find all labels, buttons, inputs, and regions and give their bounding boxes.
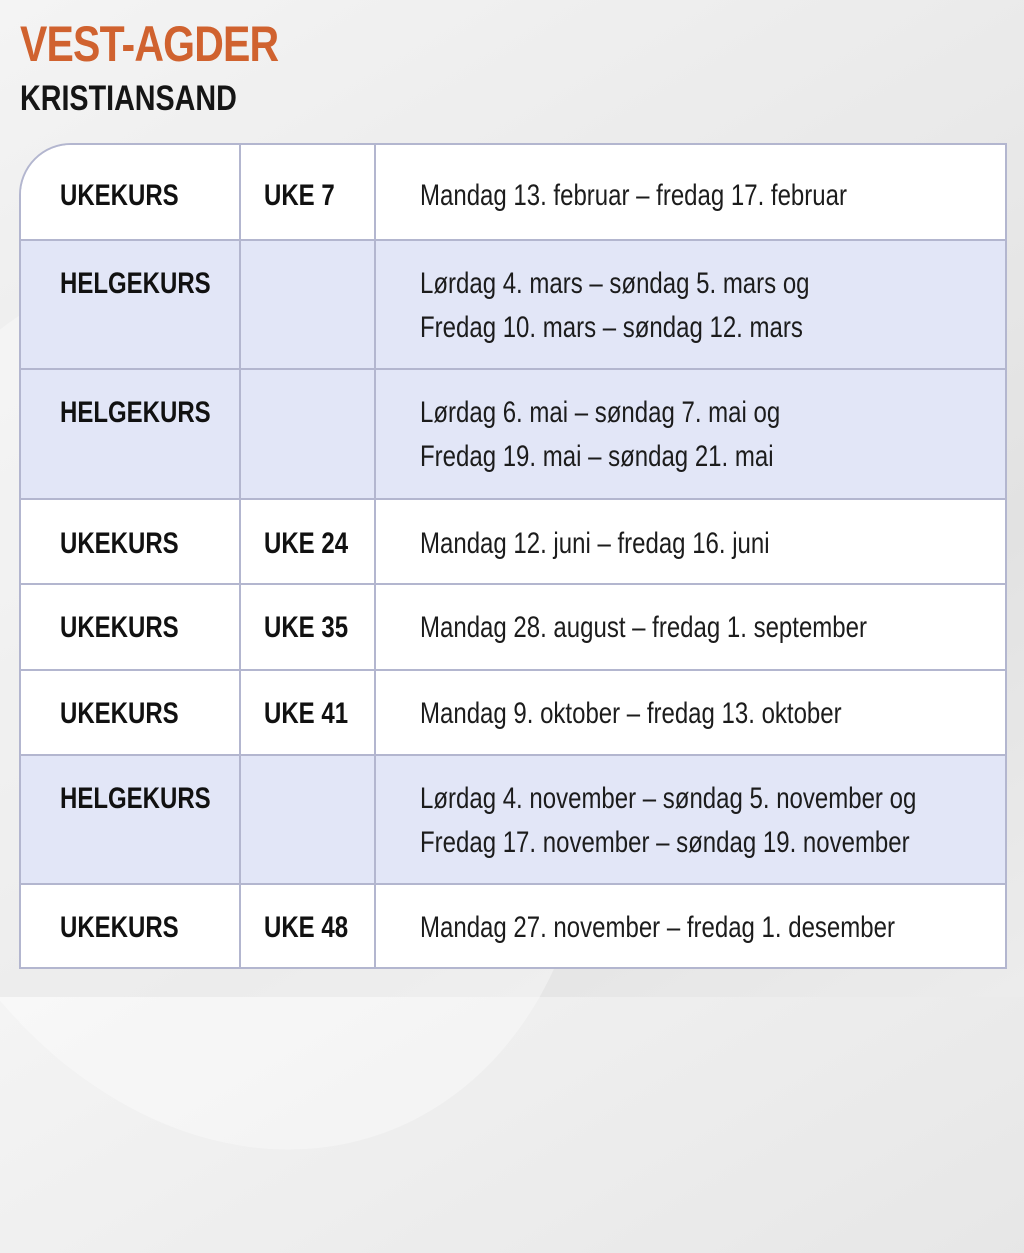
dates-cell	[376, 885, 1005, 969]
course-dates-line-2: Fredag 19. mai – søndag 21. mai	[420, 440, 774, 473]
course-type: UKEKURS	[60, 179, 179, 212]
region-title: VEST-AGDER	[20, 16, 279, 72]
table-row	[21, 671, 1005, 756]
week-number: UKE 35	[264, 611, 349, 644]
course-type-cell	[21, 241, 241, 368]
table-row	[21, 145, 1005, 241]
week-cell	[241, 885, 376, 969]
course-type: HELGEKURS	[60, 267, 211, 300]
course-dates-line-1: Lørdag 4. november – søndag 5. november og	[420, 782, 917, 815]
week-cell	[241, 145, 376, 239]
week-number: UKE 7	[264, 179, 335, 212]
week-cell	[241, 585, 376, 669]
week-number: UKE 24	[264, 527, 349, 560]
dates-cell	[376, 585, 1005, 669]
dates-cell	[376, 500, 1005, 583]
course-dates-line-2: Fredag 17. november – søndag 19. november	[420, 826, 910, 859]
course-dates: Mandag 28. august – fredag 1. september	[420, 611, 867, 644]
course-schedule-table	[19, 143, 1007, 969]
table-row	[21, 885, 1005, 969]
course-type: UKEKURS	[60, 911, 179, 944]
course-dates-line-1: Lørdag 6. mai – søndag 7. mai og	[420, 396, 781, 429]
week-cell	[241, 671, 376, 754]
week-number: UKE 48	[264, 911, 349, 944]
course-type-cell	[21, 885, 241, 969]
table-row	[21, 241, 1005, 370]
course-dates: Mandag 27. november – fredag 1. desember	[420, 911, 895, 944]
course-type-cell	[21, 500, 241, 583]
week-number: UKE 41	[264, 697, 349, 730]
dates-cell	[376, 370, 1005, 498]
course-type-cell	[21, 585, 241, 669]
dates-cell	[376, 241, 1005, 368]
dates-cell	[376, 145, 1005, 239]
course-type: UKEKURS	[60, 697, 179, 730]
week-cell	[241, 241, 376, 368]
course-type-cell	[21, 671, 241, 754]
week-cell	[241, 370, 376, 498]
table-row	[21, 370, 1005, 500]
course-dates: Mandag 9. oktober – fredag 13. oktober	[420, 697, 842, 730]
course-type: HELGEKURS	[60, 782, 211, 815]
course-type-cell	[21, 370, 241, 498]
course-dates: Mandag 13. februar – fredag 17. februar	[420, 179, 847, 212]
course-type: HELGEKURS	[60, 396, 211, 429]
course-dates-line-1: Lørdag 4. mars – søndag 5. mars og	[420, 267, 810, 300]
table-row	[21, 756, 1005, 885]
course-dates-line-2: Fredag 10. mars – søndag 12. mars	[420, 311, 803, 344]
course-dates: Mandag 12. juni – fredag 16. juni	[420, 527, 770, 560]
week-cell	[241, 756, 376, 883]
week-cell	[241, 500, 376, 583]
course-type-cell	[21, 756, 241, 883]
table-row	[21, 585, 1005, 671]
table-row	[21, 500, 1005, 585]
course-type: UKEKURS	[60, 611, 179, 644]
course-type: UKEKURS	[60, 527, 179, 560]
dates-cell	[376, 671, 1005, 754]
course-type-cell	[21, 145, 241, 239]
dates-cell	[376, 756, 1005, 883]
city-title: KRISTIANSAND	[20, 79, 237, 118]
